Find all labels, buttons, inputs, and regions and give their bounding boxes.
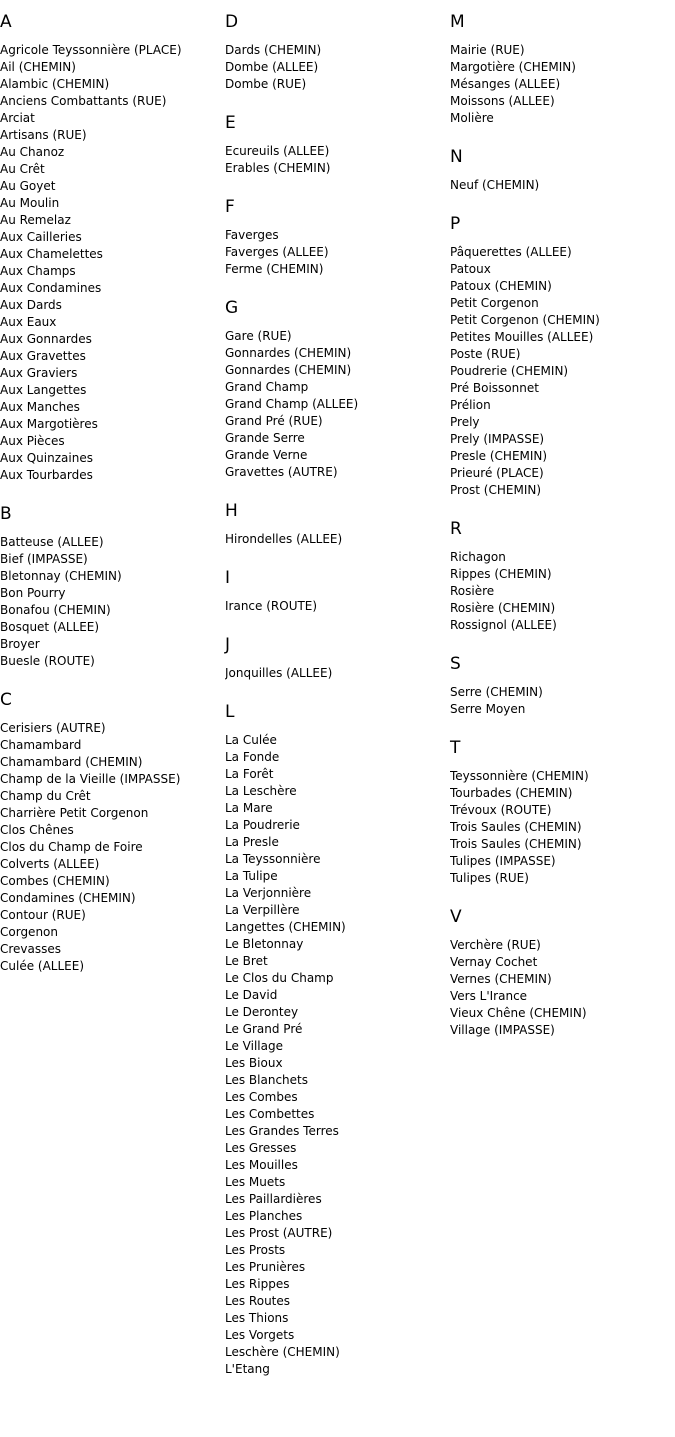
- street-item: Chamambard (CHEMIN): [0, 755, 143, 769]
- street-item: Les Paillardières: [225, 1192, 322, 1206]
- street-list: [225, 328, 450, 481]
- section-spacer: [450, 194, 675, 202]
- street-item: Au Goyet: [0, 179, 56, 193]
- street-item: Les Rippes: [225, 1277, 290, 1291]
- section-letter: D: [225, 12, 239, 32]
- street-item: Broyer: [0, 637, 40, 651]
- street-item: Bletonnay (CHEMIN): [0, 569, 122, 583]
- street-item: Trois Saules (CHEMIN): [450, 837, 582, 851]
- street-item: Jonquilles (ALLEE): [225, 666, 333, 680]
- section-r: [450, 507, 675, 642]
- street-item: La Poudrerie: [225, 818, 300, 832]
- street-item: Les Prosts: [225, 1243, 286, 1257]
- street-item: Margotière (CHEMIN): [450, 60, 576, 74]
- section-n: [450, 135, 675, 202]
- section-spacer: [0, 670, 225, 678]
- street-item: Grand Champ (ALLEE): [225, 397, 359, 411]
- street-item: Faverges: [225, 228, 279, 242]
- street-item: Les Vorgets: [225, 1328, 295, 1342]
- street-item: Les Grandes Terres: [225, 1124, 339, 1138]
- section-h: [225, 489, 450, 556]
- street-item: Chamambard: [0, 738, 82, 752]
- street-item: Grand Champ: [225, 380, 309, 394]
- street-item: Prost (CHEMIN): [450, 483, 542, 497]
- street-item: Pâquerettes (ALLEE): [450, 245, 572, 259]
- street-item: Langettes (CHEMIN): [225, 920, 346, 934]
- section-letter: T: [450, 738, 461, 758]
- section-spacer: [450, 887, 675, 895]
- street-list: [225, 143, 450, 177]
- street-item: Serre (CHEMIN): [450, 685, 543, 699]
- section-letter: P: [450, 214, 461, 234]
- street-item: Crevasses: [0, 942, 62, 956]
- street-item: Moissons (ALLEE): [450, 94, 555, 108]
- street-item: Le Grand Pré: [225, 1022, 303, 1036]
- street-item: Aux Langettes: [0, 383, 87, 397]
- section-t: [450, 726, 675, 895]
- section-g: [225, 286, 450, 489]
- street-item: Rossignol (ALLEE): [450, 618, 557, 632]
- section-spacer: [225, 481, 450, 489]
- street-item: Clos Chênes: [0, 823, 74, 837]
- section-j: [225, 623, 450, 690]
- street-item: Les Blanchets: [225, 1073, 308, 1087]
- street-item: Patoux: [450, 262, 491, 276]
- street-item: Ferme (CHEMIN): [225, 262, 324, 276]
- street-item: Prely (IMPASSE): [450, 432, 545, 446]
- street-item: Au Chanoz: [0, 145, 65, 159]
- street-item: La Presle: [225, 835, 279, 849]
- street-item: Petit Corgenon (CHEMIN): [450, 313, 600, 327]
- street-item: Les Planches: [225, 1209, 303, 1223]
- street-item: La Forêt: [225, 767, 274, 781]
- section-a: [0, 0, 225, 492]
- street-item: Vernes (CHEMIN): [450, 972, 552, 986]
- street-item: La Tulipe: [225, 869, 278, 883]
- street-item: Le Derontey: [225, 1005, 299, 1019]
- street-item: Arciat: [0, 111, 35, 125]
- street-item: Au Remelaz: [0, 213, 71, 227]
- street-item: Aux Chamelettes: [0, 247, 103, 261]
- street-item: Contour (RUE): [0, 908, 86, 922]
- street-item: Tulipes (IMPASSE): [450, 854, 556, 868]
- street-list: [225, 598, 450, 615]
- street-list: [0, 720, 225, 975]
- street-item: Aux Champs: [0, 264, 76, 278]
- street-item: Agricole Teyssonnière (PLACE): [0, 43, 182, 57]
- street-item: Aux Cailleries: [0, 230, 82, 244]
- street-list: [225, 665, 450, 682]
- street-item: Alambic (CHEMIN): [0, 77, 110, 91]
- street-item: Le David: [225, 988, 278, 1002]
- street-item: Grande Serre: [225, 431, 305, 445]
- street-list: [225, 732, 450, 1378]
- street-item: Aux Gonnardes: [0, 332, 92, 346]
- street-item: La Culée: [225, 733, 277, 747]
- street-item: Les Prunières: [225, 1260, 306, 1274]
- section-letter: I: [225, 568, 231, 588]
- street-item: Aux Tourbardes: [0, 468, 93, 482]
- street-item: Presle (CHEMIN): [450, 449, 548, 463]
- street-item: Patoux (CHEMIN): [450, 279, 552, 293]
- section-spacer: [225, 177, 450, 185]
- street-item: La Verpillère: [225, 903, 300, 917]
- street-item: La Leschère: [225, 784, 297, 798]
- street-item: Batteuse (ALLEE): [0, 535, 104, 549]
- street-list: [225, 531, 450, 548]
- street-item: Gonnardes (CHEMIN): [225, 346, 352, 360]
- street-item: La Verjonnière: [225, 886, 312, 900]
- street-item: Faverges (ALLEE): [225, 245, 329, 259]
- section-spacer: [225, 682, 450, 690]
- section-i: [225, 556, 450, 623]
- section-spacer: [0, 484, 225, 492]
- column-3: [450, 0, 675, 1047]
- section-letter: J: [225, 635, 231, 655]
- street-item: Poste (RUE): [450, 347, 521, 361]
- street-item: Aux Graviers: [0, 366, 78, 380]
- section-spacer: [0, 975, 225, 983]
- street-item: Le Bret: [225, 954, 268, 968]
- street-item: Vers L'Irance: [450, 989, 528, 1003]
- street-item: Champ du Crêt: [0, 789, 91, 803]
- street-list: [0, 534, 225, 670]
- street-item: Ail (CHEMIN): [0, 60, 76, 74]
- section-letter: S: [450, 654, 461, 674]
- street-item: Bosquet (ALLEE): [0, 620, 100, 634]
- street-item: Charrière Petit Corgenon: [0, 806, 149, 820]
- street-list: [225, 42, 450, 93]
- street-list: [450, 549, 675, 634]
- street-item: Grande Verne: [225, 448, 308, 462]
- column-2: [225, 0, 450, 1386]
- section-f: [225, 185, 450, 286]
- street-item: Vieux Chêne (CHEMIN): [450, 1006, 587, 1020]
- street-item: Clos du Champ de Foire: [0, 840, 143, 854]
- street-item: Aux Condamines: [0, 281, 102, 295]
- street-item: Les Prost (AUTRE): [225, 1226, 333, 1240]
- street-item: Hirondelles (ALLEE): [225, 532, 343, 546]
- section-letter: A: [0, 12, 12, 32]
- section-letter: F: [225, 197, 235, 217]
- section-b: [0, 492, 225, 678]
- street-item: Dombe (RUE): [225, 77, 307, 91]
- section-c: [0, 678, 225, 983]
- street-item: Les Muets: [225, 1175, 286, 1189]
- street-item: L'Etang: [225, 1362, 270, 1376]
- street-item: Le Village: [225, 1039, 283, 1053]
- street-item: Serre Moyen: [450, 702, 526, 716]
- street-item: Tourbades (CHEMIN): [450, 786, 573, 800]
- street-item: Trévoux (ROUTE): [450, 803, 552, 817]
- section-spacer: [450, 1039, 675, 1047]
- street-item: Bon Pourry: [0, 586, 66, 600]
- street-item: Corgenon: [0, 925, 58, 939]
- street-item: Poudrerie (CHEMIN): [450, 364, 569, 378]
- street-item: Condamines (CHEMIN): [0, 891, 136, 905]
- street-item: Dards (CHEMIN): [225, 43, 322, 57]
- street-item: Artisans (RUE): [0, 128, 87, 142]
- street-item: Aux Margotières: [0, 417, 98, 431]
- street-item: Verchère (RUE): [450, 938, 541, 952]
- street-item: Prélion: [450, 398, 491, 412]
- street-item: Leschère (CHEMIN): [225, 1345, 340, 1359]
- section-letter: G: [225, 298, 239, 318]
- street-item: Aux Dards: [0, 298, 62, 312]
- street-item: Combes (CHEMIN): [0, 874, 110, 888]
- street-item: Village (IMPASSE): [450, 1023, 555, 1037]
- street-item: Vernay Cochet: [450, 955, 538, 969]
- street-list: [450, 684, 675, 718]
- section-s: [450, 642, 675, 726]
- street-item: Mésanges (ALLEE): [450, 77, 561, 91]
- street-item: Culée (ALLEE): [0, 959, 85, 973]
- street-item: Prely: [450, 415, 480, 429]
- street-item: Le Clos du Champ: [225, 971, 334, 985]
- section-spacer: [450, 718, 675, 726]
- street-item: Les Combes: [225, 1090, 298, 1104]
- street-item: Ecureuils (ALLEE): [225, 144, 330, 158]
- street-item: Les Routes: [225, 1294, 291, 1308]
- street-item: Aux Pièces: [0, 434, 65, 448]
- street-list: [0, 42, 225, 484]
- section-letter: E: [225, 113, 236, 133]
- street-item: Cerisiers (AUTRE): [0, 721, 106, 735]
- street-item: Rosière: [450, 584, 495, 598]
- street-item: Grand Pré (RUE): [225, 414, 323, 428]
- street-item: Irance (ROUTE): [225, 599, 318, 613]
- section-spacer: [450, 499, 675, 507]
- street-item: Prieuré (PLACE): [450, 466, 544, 480]
- street-list: [450, 937, 675, 1039]
- street-item: Les Mouilles: [225, 1158, 298, 1172]
- section-letter: B: [0, 504, 12, 524]
- section-letter: R: [450, 519, 462, 539]
- section-e: [225, 101, 450, 185]
- section-l: [225, 690, 450, 1386]
- street-item: Mairie (RUE): [450, 43, 525, 57]
- section-letter: C: [0, 690, 12, 710]
- section-letter: H: [225, 501, 238, 521]
- street-item: Tulipes (RUE): [450, 871, 529, 885]
- section-spacer: [450, 127, 675, 135]
- street-item: Gare (RUE): [225, 329, 292, 343]
- street-item: Aux Eaux: [0, 315, 57, 329]
- section-spacer: [225, 93, 450, 101]
- street-item: Erables (CHEMIN): [225, 161, 331, 175]
- street-list: [450, 768, 675, 887]
- section-spacer: [225, 548, 450, 556]
- street-item: Les Bioux: [225, 1056, 283, 1070]
- street-item: Aux Quinzaines: [0, 451, 93, 465]
- street-item: Le Bletonnay: [225, 937, 304, 951]
- street-item: Aux Gravettes: [0, 349, 86, 363]
- street-item: Neuf (CHEMIN): [450, 178, 540, 192]
- street-item: Bief (IMPASSE): [0, 552, 88, 566]
- street-item: Petites Mouilles (ALLEE): [450, 330, 594, 344]
- street-item: Colverts (ALLEE): [0, 857, 100, 871]
- street-item: Dombe (ALLEE): [225, 60, 319, 74]
- section-p: [450, 202, 675, 507]
- section-v: [450, 895, 675, 1047]
- section-letter: M: [450, 12, 465, 32]
- street-item: Champ de la Vieille (IMPASSE): [0, 772, 181, 786]
- street-item: Anciens Combattants (RUE): [0, 94, 167, 108]
- street-item: Bonafou (CHEMIN): [0, 603, 111, 617]
- column-1: [0, 0, 225, 983]
- section-spacer: [225, 278, 450, 286]
- section-spacer: [225, 1378, 450, 1386]
- street-item: Petit Corgenon: [450, 296, 539, 310]
- street-item: Pré Boissonnet: [450, 381, 539, 395]
- section-spacer: [225, 615, 450, 623]
- street-item: Teyssonnière (CHEMIN): [450, 769, 589, 783]
- street-item: Gravettes (AUTRE): [225, 465, 338, 479]
- street-item: Trois Saules (CHEMIN): [450, 820, 582, 834]
- street-item: Les Gresses: [225, 1141, 297, 1155]
- street-item: Richagon: [450, 550, 506, 564]
- section-letter: L: [225, 702, 235, 722]
- section-letter: N: [450, 147, 463, 167]
- street-item: Les Thions: [225, 1311, 289, 1325]
- street-list: [225, 227, 450, 278]
- street-item: La Fonde: [225, 750, 280, 764]
- street-item: Molière: [450, 111, 494, 125]
- street-item: Rippes (CHEMIN): [450, 567, 552, 581]
- street-list: [450, 244, 675, 499]
- street-item: Au Moulin: [0, 196, 60, 210]
- street-item: Gonnardes (CHEMIN): [225, 363, 352, 377]
- street-list: [450, 177, 675, 194]
- street-item: Aux Manches: [0, 400, 80, 414]
- section-letter: V: [450, 907, 462, 927]
- section-spacer: [450, 634, 675, 642]
- street-item: La Teyssonnière: [225, 852, 321, 866]
- street-item: Buesle (ROUTE): [0, 654, 95, 668]
- street-item: Au Crêt: [0, 162, 45, 176]
- section-m: [450, 0, 675, 135]
- street-list: [450, 42, 675, 127]
- street-item: La Mare: [225, 801, 273, 815]
- section-d: [225, 0, 450, 101]
- street-item: Les Combettes: [225, 1107, 315, 1121]
- street-item: Rosière (CHEMIN): [450, 601, 556, 615]
